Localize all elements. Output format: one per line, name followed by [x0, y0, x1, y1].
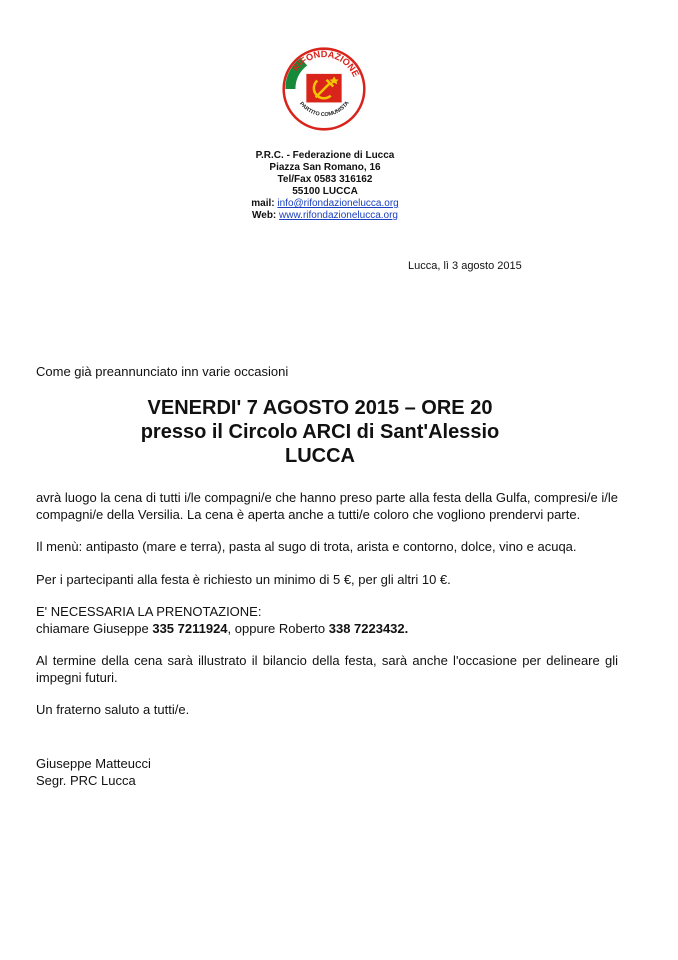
letter-date: Lucca, lì 3 agosto 2015 [408, 260, 522, 272]
booking-mid: , oppure Roberto [227, 620, 329, 636]
org-name: P.R.C. - Federazione di Lucca [255, 150, 395, 161]
paragraph-closing: Al termine della cena sarà illustrato il bilancio della festa, sarà anche l'occasione per delineare gli impegni futuri. [36, 653, 618, 685]
phone-giuseppe: 335 7211924 [152, 620, 228, 636]
mail-line [200, 198, 450, 210]
paragraph-greeting: Un fraterno saluto a tutti/e. [36, 702, 190, 717]
mail-link[interactable]: info@rifondazionelucca.org [277, 198, 399, 209]
booking-pre: chiamare Giuseppe [36, 620, 153, 636]
headline-city: LUCCA [285, 445, 355, 467]
logo-top-text: RIFONDAZIONE [290, 49, 362, 79]
signature-name: Giuseppe Matteucci [36, 756, 151, 771]
org-city: 55100 LUCCA [292, 186, 358, 197]
signature-role: Segr. PRC Lucca [36, 773, 136, 788]
rifondazione-logo [282, 47, 366, 131]
booking-title: E' NECESSARIA LA PRENOTAZIONE: [36, 604, 262, 619]
mail-label: mail: [251, 198, 275, 209]
event-headline [60, 396, 580, 468]
headline-venue: presso il Circolo ARCI di Sant'Alessio [140, 421, 500, 443]
intro-line: Come già preannunciato inn varie occasioni [36, 364, 289, 379]
org-phone: Tel/Fax 0583 316162 [277, 174, 373, 185]
headline-date: VENERDI' 7 AGOSTO 2015 – ORE 20 [147, 397, 493, 419]
web-label: Web: [252, 210, 277, 221]
org-address: Piazza San Romano, 16 [269, 162, 381, 173]
paragraph-menu: Il menù: antipasto (mare e terra), pasta al sugo di trota, arista e contorno, dolce, vino e acuqa. [36, 539, 577, 554]
letterhead [200, 150, 450, 222]
signature [36, 755, 151, 789]
web-line [200, 210, 450, 222]
paragraph-price: Per i partecipanti alla festa è richiesto un minimo di 5 €, per gli altri 10 €. [36, 571, 451, 587]
web-link[interactable]: www.rifondazionelucca.org [279, 210, 398, 221]
letter-body [36, 490, 618, 735]
logo-bottom-text: PARTITO COMUNISTA [298, 100, 351, 119]
paragraph-booking [36, 604, 618, 637]
phone-roberto: 338 7223432. [328, 620, 409, 636]
paragraph-dinner: avrà luogo la cena di tutti i/le compagni/e che hanno preso parte alla festa della Gulfa, compresi/e i/le compagni/e della Versilia. La cena è aperta anche a tutti/e coloro che vogliono prendervi parte. [36, 490, 618, 522]
